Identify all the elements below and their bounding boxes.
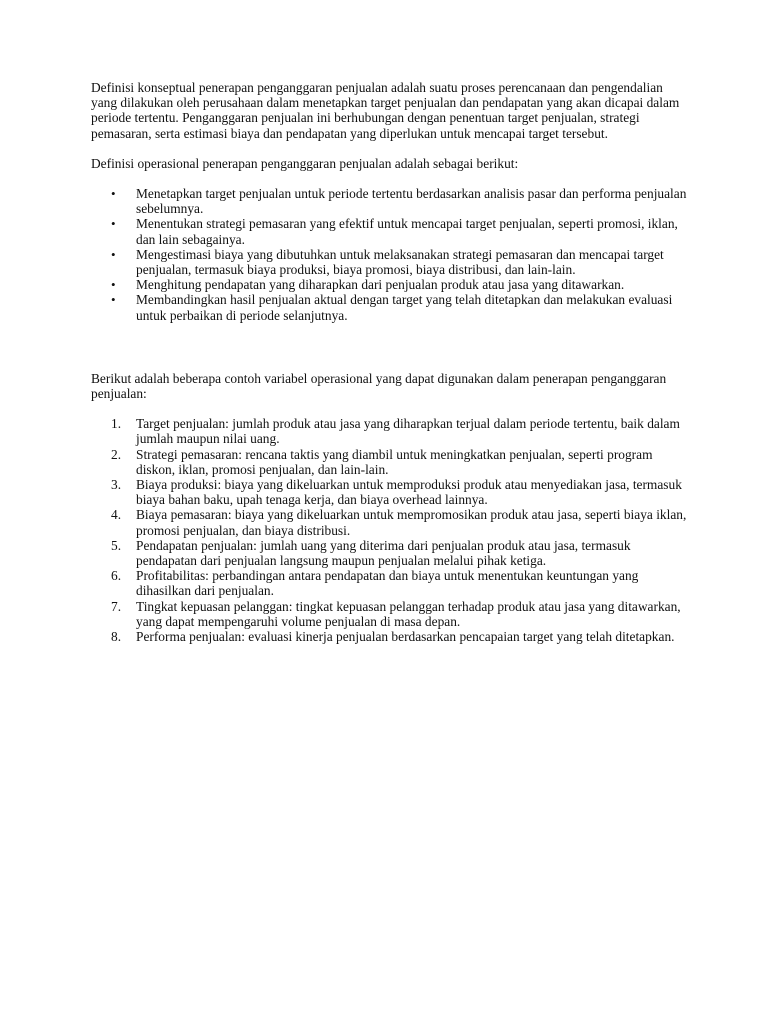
numbered-item xyxy=(91,599,691,629)
item-number: 4. xyxy=(111,507,122,523)
item-text: Biaya produksi: biaya yang dikeluarkan untuk memproduksi produk atau menyediakan jasa, termasuk biaya bahan baku, upah tenaga kerja, dan biaya overhead lainnya. xyxy=(136,477,682,508)
bullet-item: • Mengestimasi biaya yang dibutuhkan untuk melaksanakan strategi pemasaran dan mencapai target penjualan, termasuk biaya produksi, biaya promosi, biaya distribusi, dan lain-lain. xyxy=(91,247,691,277)
numbered-item xyxy=(91,507,691,537)
item-text: Strategi pemasaran: rencana taktis yang diambil untuk meningkatkan penjualan, seperti program diskon, iklan, promosi penjualan, dan lain-lain. xyxy=(136,446,653,477)
item-number: 1. xyxy=(111,416,122,432)
numbered-item xyxy=(91,568,691,598)
bullet-item: • Menetapkan target penjualan untuk periode tertentu berdasarkan analisis pasar dan performa penjualan sebelumnya. xyxy=(91,186,691,216)
item-number: 6. xyxy=(111,568,122,584)
numbered-list xyxy=(91,416,691,644)
bullet-item: • Menentukan strategi pemasaran yang efektif untuk mencapai target penjualan, seperti promosi, iklan, dan lain sebagainya. xyxy=(91,216,691,246)
item-text: Pendapatan penjualan: jumlah uang yang diterima dari penjualan produk atau jasa, termasuk pendapatan dari penjualan langsung maupun penjualan melalui pihak ketiga. xyxy=(136,537,631,569)
item-text: Tingkat kepuasan pelanggan: tingkat kepuasan pelanggan terhadap produk atau jasa yang ditawarkan, yang dapat mempengaruhi volume penjualan di masa depan. xyxy=(136,598,681,629)
item-number: 2. xyxy=(111,446,122,462)
item-text: Performa penjualan: evaluasi kinerja penjualan berdasarkan pencapaian target yang telah ditetapkan. xyxy=(136,629,675,645)
spacer xyxy=(91,323,691,371)
item-text: Profitabilitas: perbandingan antara pendapatan dan biaya untuk menentukan keuntungan yang dihasilkan dari penjualan. xyxy=(136,568,639,599)
item-number: 8. xyxy=(111,629,122,645)
paragraph-definisi-operasional: Definisi operasional penerapan penganggaran penjualan adalah sebagai berikut: xyxy=(91,155,519,171)
paragraph-contoh-variabel: Berikut adalah beberapa contoh variabel operasional yang dapat digunakan dalam penerapan penganggaran penjualan: xyxy=(91,370,667,402)
bullet-item: • Membandingkan hasil penjualan aktual dengan target yang telah ditetapkan dan melakukan evaluasi untuk perbaikan di periode selanjutnya. xyxy=(91,292,691,322)
item-text: Target penjualan: jumlah produk atau jasa yang diharapkan terjual dalam periode tertentu, baik dalam jumlah maupun nilai uang. xyxy=(136,416,680,447)
bullet-list xyxy=(91,186,691,323)
item-number: 5. xyxy=(111,537,122,553)
numbered-item xyxy=(91,447,691,477)
numbered-item xyxy=(91,416,691,446)
item-number: 7. xyxy=(111,598,122,614)
paragraph-definisi-konseptual: Definisi konseptual penerapan penganggaran penjualan adalah suatu proses perencanaan dan pengendalian yang dilakukan oleh perusahaan dalam menetapkan target penjualan dan pendapatan yang akan dicapai dalam periode tertentu. Penganggaran penjualan ini berhubungan dengan penentuan target penjualan, strategi pemasaran, serta estimasi biaya dan pendapatan yang diperlukan untuk mencapai target tersebut. xyxy=(91,80,680,141)
document-page xyxy=(91,80,691,644)
item-text: Biaya pemasaran: biaya yang dikeluarkan untuk mempromosikan produk atau jasa, seperti biaya iklan, promosi penjualan, dan biaya distribusi. xyxy=(136,507,687,538)
numbered-item xyxy=(91,629,691,644)
numbered-item xyxy=(91,538,691,568)
item-number: 3. xyxy=(111,477,122,493)
bullet-item: • Menghitung pendapatan yang diharapkan dari penjualan produk atau jasa yang ditawarkan. xyxy=(91,277,691,292)
numbered-item xyxy=(91,477,691,507)
